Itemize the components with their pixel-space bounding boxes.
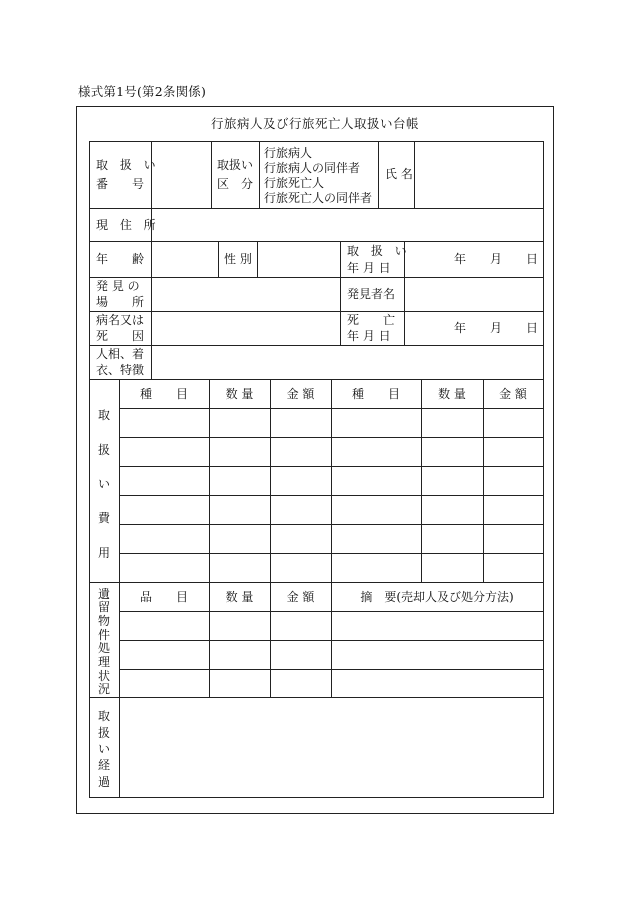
effects-side-label-char: 件 xyxy=(97,627,110,642)
costs-entry-cell[interactable] xyxy=(270,437,332,467)
effects-header-label: 摘 要(売却人及び処分方法) xyxy=(360,590,514,604)
costs-header-label: 種 目 xyxy=(351,387,400,401)
cause-value-cell[interactable] xyxy=(151,311,341,346)
handling-date-label-line1: 取 扱 い xyxy=(347,244,411,258)
costs-entry-cell[interactable] xyxy=(331,524,422,554)
costs-side-label-char: 費 xyxy=(97,511,110,526)
costs-entry-cell[interactable] xyxy=(270,408,332,438)
costs-entry-cell[interactable] xyxy=(209,408,271,438)
cause-label-line1: 病名又は xyxy=(96,313,145,327)
costs-entry-cell[interactable] xyxy=(119,437,210,467)
effects-entry-cell[interactable] xyxy=(270,640,332,670)
effects-entry-cell[interactable] xyxy=(270,611,332,641)
finder-value-cell[interactable] xyxy=(404,277,544,312)
costs-entry-cell[interactable] xyxy=(270,466,332,496)
form-id: 様式第1号(第2条関係) xyxy=(78,84,207,99)
effects-entry-cell[interactable] xyxy=(331,669,544,698)
costs-entry-cell[interactable] xyxy=(209,553,271,583)
costs-entry-cell[interactable] xyxy=(331,437,422,467)
category-option: 行旅死亡人の同伴者 xyxy=(264,191,373,205)
costs-entry-cell[interactable] xyxy=(483,495,544,525)
effects-entry-cell[interactable] xyxy=(209,611,271,641)
progress-side-label-char: 過 xyxy=(97,774,110,789)
costs-entry-cell[interactable] xyxy=(483,466,544,496)
costs-entry-cell[interactable] xyxy=(421,466,484,496)
costs-entry-cell[interactable] xyxy=(421,437,484,467)
death-date-value: 年 月 日 xyxy=(454,321,539,335)
costs-side-label-char: 取 xyxy=(97,408,110,423)
costs-header-label: 数 量 xyxy=(438,387,466,401)
costs-side-label-char: い xyxy=(97,477,110,491)
features-label-line2: 衣、特徴 xyxy=(96,363,145,377)
effects-side-label xyxy=(96,585,112,697)
effects-header-label: 金 額 xyxy=(286,590,315,604)
costs-entry-cell[interactable] xyxy=(421,553,484,583)
found-place-value-cell[interactable] xyxy=(151,277,341,312)
costs-entry-cell[interactable] xyxy=(421,408,484,438)
progress-side-label-char: 扱 xyxy=(97,725,110,740)
costs-entry-cell[interactable] xyxy=(270,553,332,583)
sex-label: 性 別 xyxy=(224,252,252,266)
category-option: 行旅死亡人 xyxy=(264,176,325,190)
effects-side-label-char: 遺 xyxy=(97,586,110,601)
costs-entry-cell[interactable] xyxy=(119,524,210,554)
number-label-line1: 取 扱 い xyxy=(96,158,160,172)
effects-side-label-char: 状 xyxy=(97,668,110,683)
costs-entry-cell[interactable] xyxy=(119,553,210,583)
effects-side-label-char: 留 xyxy=(97,600,110,615)
number-label-cell xyxy=(89,141,152,209)
effects-entry-cell[interactable] xyxy=(270,669,332,698)
progress-side-label-char: 取 xyxy=(97,709,110,724)
cause-label-line2: 死 因 xyxy=(96,329,145,343)
costs-side-label-char: 用 xyxy=(97,545,110,560)
effects-entry-cell[interactable] xyxy=(331,611,544,641)
sex-value-cell[interactable] xyxy=(257,241,341,278)
effects-entry-cell[interactable] xyxy=(119,611,210,641)
category-label-line1: 取扱い xyxy=(217,158,254,172)
effects-entry-cell[interactable] xyxy=(331,640,544,670)
name-value-cell[interactable] xyxy=(414,141,544,209)
age-value-cell[interactable] xyxy=(151,241,219,278)
costs-entry-cell[interactable] xyxy=(483,553,544,583)
progress-side-label-char: 経 xyxy=(97,758,110,773)
number-label-line2: 番 号 xyxy=(96,177,145,191)
category-label-line2: 区 分 xyxy=(217,177,254,191)
costs-entry-cell[interactable] xyxy=(421,495,484,525)
costs-entry-cell[interactable] xyxy=(270,495,332,525)
handling-date-value: 年 月 日 xyxy=(454,252,539,266)
effects-header-label: 品 目 xyxy=(139,590,188,604)
category-option: 行旅病人 xyxy=(264,146,313,160)
features-label-line1: 人相、着 xyxy=(96,347,145,361)
category-option: 行旅病人の同伴者 xyxy=(264,161,361,175)
found-place-label-line2: 場 所 xyxy=(96,295,145,309)
death-date-label-line2: 年 月 日 xyxy=(347,329,391,343)
effects-side-label-char: 理 xyxy=(97,654,110,669)
address-value-cell[interactable] xyxy=(151,208,544,242)
costs-side-label-char: 扱 xyxy=(97,442,110,457)
costs-entry-cell[interactable] xyxy=(331,553,422,583)
costs-entry-cell[interactable] xyxy=(483,524,544,554)
progress-value-cell[interactable] xyxy=(119,697,544,798)
effects-side-label-char: 処 xyxy=(97,641,110,656)
costs-entry-cell[interactable] xyxy=(331,466,422,496)
costs-entry-cell[interactable] xyxy=(483,408,544,438)
category-label-cell xyxy=(211,141,260,209)
handling-date-label-line2: 年 月 日 xyxy=(347,261,391,275)
costs-entry-cell[interactable] xyxy=(119,408,210,438)
effects-header-label: 数 量 xyxy=(225,590,254,604)
costs-header-label: 数 量 xyxy=(225,387,254,401)
costs-entry-cell[interactable] xyxy=(483,437,544,467)
name-label: 氏 名 xyxy=(385,167,413,181)
costs-entry-cell[interactable] xyxy=(270,524,332,554)
effects-entry-cell[interactable] xyxy=(209,669,271,698)
effects-entry-cell[interactable] xyxy=(209,640,271,670)
costs-entry-cell[interactable] xyxy=(209,466,271,496)
effects-side-label-char: 況 xyxy=(97,682,110,697)
number-value-cell[interactable] xyxy=(151,141,212,209)
costs-entry-cell[interactable] xyxy=(119,466,210,496)
progress-side-label-char: い xyxy=(97,742,110,756)
finder-label: 発見者名 xyxy=(347,287,396,301)
effects-entry-cell[interactable] xyxy=(119,669,210,698)
effects-entry-cell[interactable] xyxy=(119,640,210,670)
found-place-label-line1: 発 見 の xyxy=(96,279,140,293)
costs-header-label: 種 目 xyxy=(139,387,188,401)
costs-entry-cell[interactable] xyxy=(421,524,484,554)
form-title: 行旅病人及び行旅死亡人取扱い台帳 xyxy=(210,116,419,131)
costs-header-label: 金 額 xyxy=(499,387,527,401)
age-label: 年 齢 xyxy=(96,252,145,266)
costs-entry-cell[interactable] xyxy=(331,408,422,438)
costs-entry-cell[interactable] xyxy=(119,495,210,525)
death-date-label-line1: 死 亡 xyxy=(347,313,396,327)
costs-entry-cell[interactable] xyxy=(209,524,271,554)
effects-side-label-char: 物 xyxy=(97,614,110,629)
costs-side-label xyxy=(96,396,112,568)
costs-entry-cell[interactable] xyxy=(331,495,422,525)
progress-side-label xyxy=(96,706,112,788)
costs-header-label: 金 額 xyxy=(286,387,315,401)
costs-entry-cell[interactable] xyxy=(209,495,271,525)
address-label: 現 住 所 xyxy=(96,218,160,232)
features-value-cell[interactable] xyxy=(151,345,544,380)
costs-entry-cell[interactable] xyxy=(209,437,271,467)
